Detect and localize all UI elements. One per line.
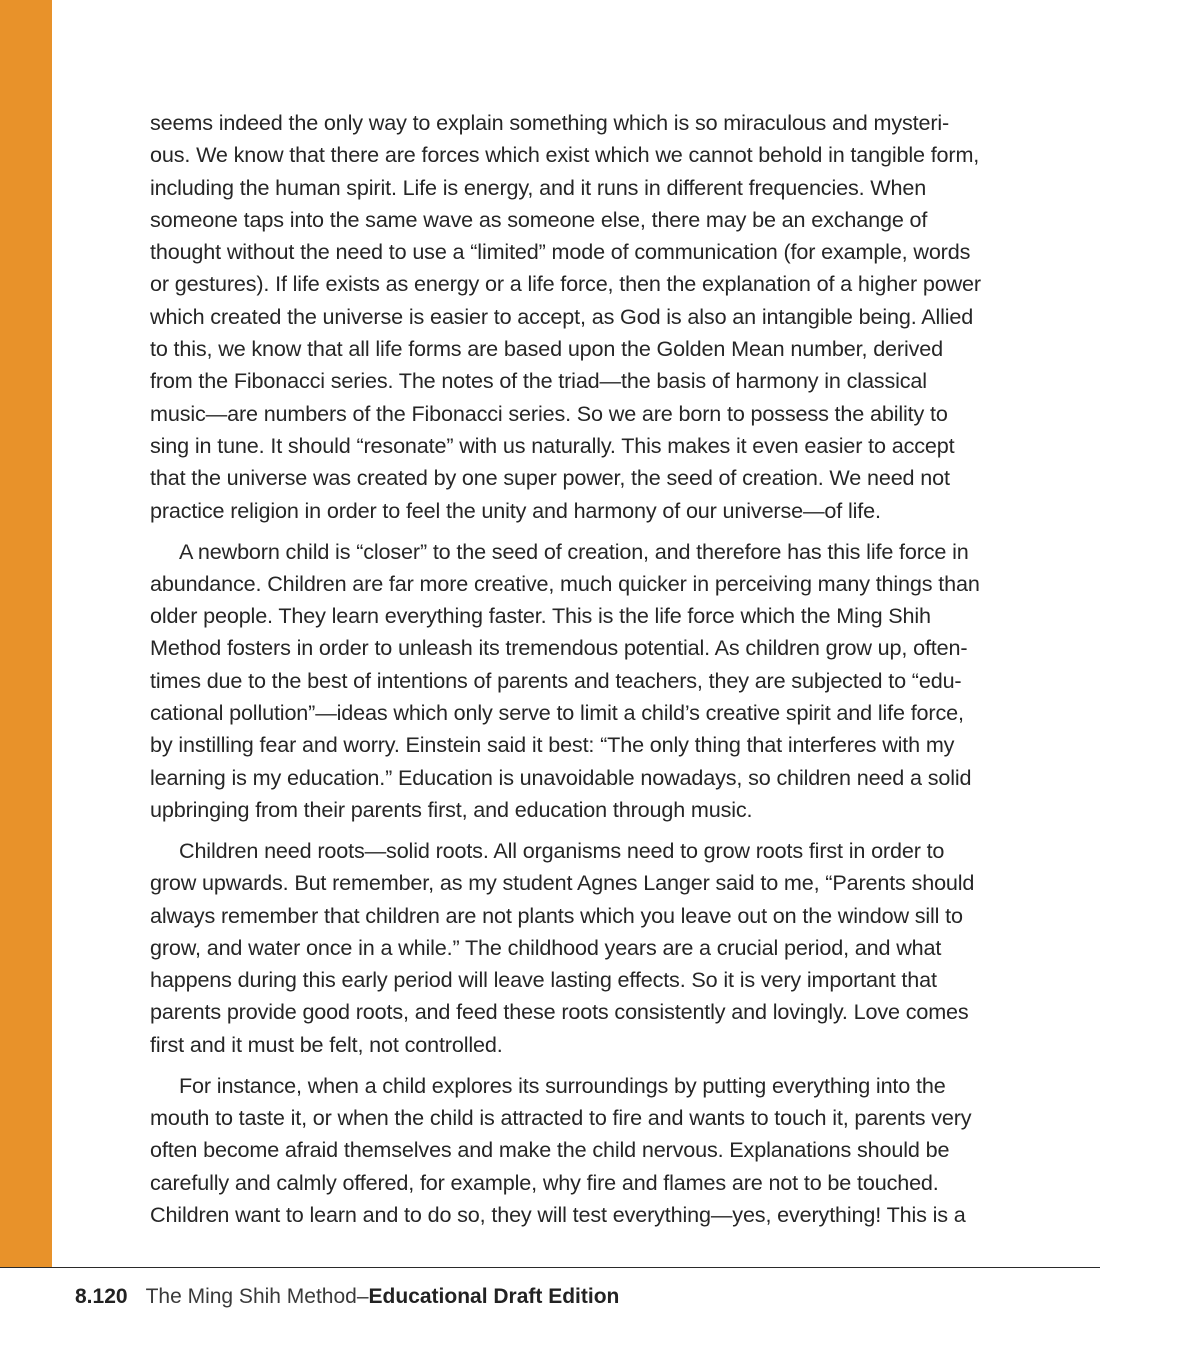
text-line: older people. They learn everything faster. This is the life force which the Ming Shih [150, 603, 931, 629]
text-line: Children need roots—solid roots. All organisms need to grow roots first in order to [179, 837, 945, 863]
text-line: from the Fibonacci series. The notes of the triad—the basis of harmony in classical [150, 368, 927, 394]
text-line: ous. We know that there are forces which exist which we cannot behold in tangible form, [150, 142, 980, 168]
page-number: 8.120 [75, 1285, 128, 1308]
text-line: cational pollution”—ideas which only serve to limit a child’s creative spirit and life force, [150, 700, 964, 726]
text-line: grow, and water once in a while.” The childhood years are a crucial period, and what [150, 934, 942, 960]
text-line: that the universe was created by one super power, the seed of creation. We need not [150, 465, 950, 491]
text-line: always remember that children are not plants which you leave out on the window sill to [150, 902, 963, 928]
footer-divider [0, 1267, 1100, 1268]
body-text [150, 107, 1100, 1240]
text-line: sing in tune. It should “resonate” with us naturally. This makes it even easier to accept [150, 432, 955, 458]
text-line: mouth to taste it, or when the child is attracted to fire and wants to touch it, parents very [150, 1104, 972, 1130]
text-line: abundance. Children are far more creative, much quicker in perceiving many things than [150, 570, 980, 596]
text-line: grow upwards. But remember, as my student Agnes Langer said to me, “Parents should [150, 870, 975, 896]
text-line: to this, we know that all life forms are based upon the Golden Mean number, derived [150, 336, 943, 362]
edition-label: Educational Draft Edition [368, 1285, 620, 1308]
text-line: For instance, when a child explores its surroundings by putting everything into the [179, 1072, 946, 1098]
text-line: seems indeed the only way to explain something which is so miraculous and mysteri- [150, 110, 950, 135]
text-line: Children want to learn and to do so, they will test everything—yes, everything! This is a [150, 1201, 966, 1227]
text-line: music—are numbers of the Fibonacci series. So we are born to possess the ability to [150, 400, 948, 426]
text-line: happens during this early period will leave lasting effects. So it is very important that [150, 967, 937, 993]
text-line: A newborn child is “closer” to the seed of creation, and therefore has this life force in [179, 538, 969, 564]
text-line: Method fosters in order to unleash its tremendous potential. As children grow up, often- [150, 635, 968, 661]
paragraph [150, 835, 1100, 1061]
text-line: someone taps into the same wave as someone else, there may be an exchange of [150, 206, 928, 232]
text-line: including the human spirit. Life is energy, and it runs in different frequencies. When [150, 174, 927, 200]
text-line: upbringing from their parents first, and education through music. [150, 796, 753, 822]
paragraph [150, 107, 1100, 527]
text-line: parents provide good roots, and feed these roots consistently and lovingly. Love comes [150, 999, 969, 1025]
book-title: The Ming Shih Method– [145, 1285, 369, 1308]
text-line: times due to the best of intentions of parents and teachers, they are subjected to “edu- [150, 667, 962, 693]
text-line: thought without the need to use a “limited” mode of communication (for example, words [150, 239, 971, 265]
text-line: which created the universe is easier to accept, as God is also an intangible being. Allied [150, 303, 974, 329]
text-line: practice religion in order to feel the unity and harmony of our universe—of life. [150, 497, 881, 523]
text-line: or gestures). If life exists as energy or a life force, then the explanation of a higher power [150, 271, 981, 297]
page-footer [75, 1281, 619, 1313]
text-line: often become afraid themselves and make the child nervous. Explanations should be [150, 1137, 950, 1163]
orange-side-bar [0, 0, 52, 1268]
text-line: by instilling fear and worry. Einstein said it best: “The only thing that interferes with my [150, 732, 955, 758]
paragraph [150, 1070, 1100, 1231]
text-line: learning is my education.” Education is unavoidable nowadays, so children need a solid [150, 764, 972, 790]
text-line: carefully and calmly offered, for example, why fire and flames are not to be touched. [150, 1169, 939, 1195]
text-line: first and it must be felt, not controlled. [150, 1031, 503, 1057]
paragraph [150, 536, 1100, 827]
